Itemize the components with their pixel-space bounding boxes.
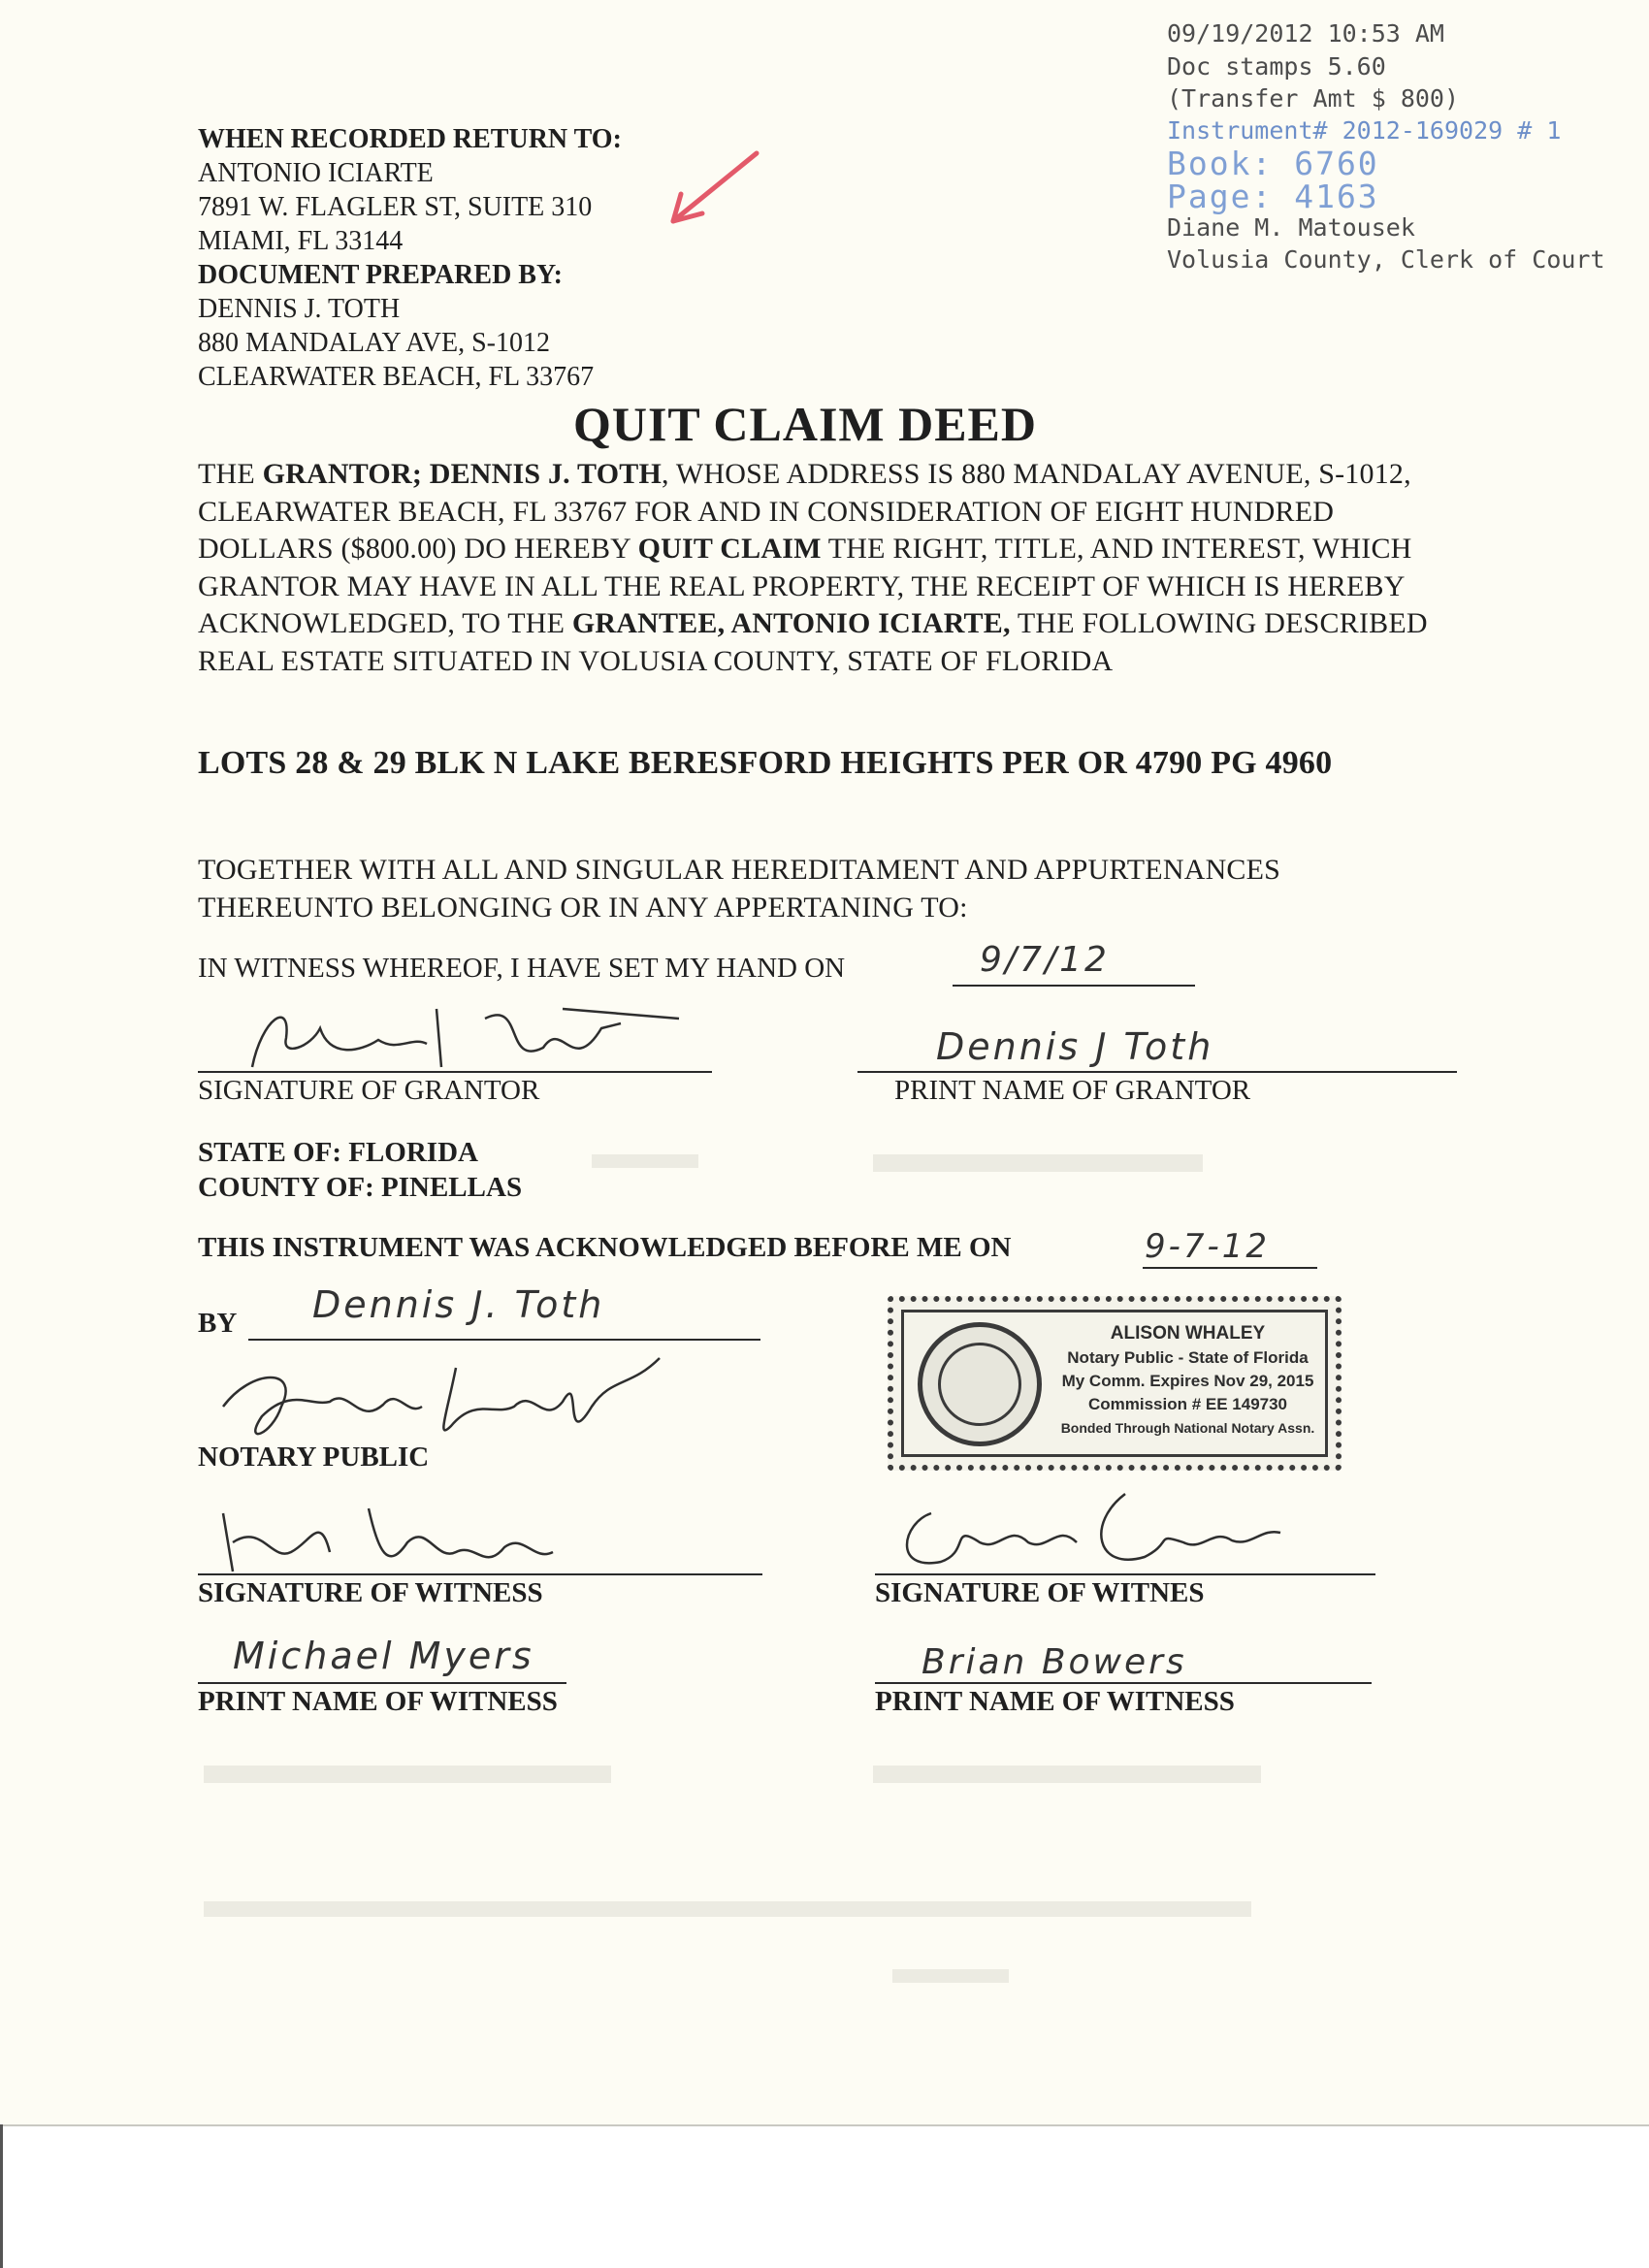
quit-claim-label: QUIT CLAIM — [637, 533, 822, 565]
witness-right-signature-drawing — [892, 1474, 1300, 1571]
stamp-clerk-office: Volusia County, Clerk of Court — [1167, 245, 1605, 274]
witness-date-handwritten: 9/7/12 — [980, 940, 1110, 980]
stamp-page: Page: 4163 — [1167, 178, 1379, 215]
seal-line-2: My Comm. Expires Nov 29, 2015 — [1061, 1372, 1314, 1390]
prepared-by-heading: DOCUMENT PREPARED BY: — [198, 260, 563, 290]
red-arrow-icon — [660, 146, 766, 233]
witness-left-signature-drawing — [213, 1494, 563, 1581]
grantor-signature-label: SIGNATURE OF GRANTOR — [198, 1075, 540, 1106]
stamp-book: Book: 6760 — [1167, 145, 1379, 182]
grantor-signature-line — [198, 1071, 712, 1073]
grantor-text-2: , WHOSE ADDRESS IS 880 MANDALAY AVENUE, S-1012, CLEARWATER BEACH, FL 33767 FOR AND IN CONSIDERATION OF EIGHT HUNDRED DOLLARS ($800.00) DO HEREBY — [198, 458, 1411, 565]
grantor-text-3: THE RIGHT, TITLE, AND INTEREST, WHICH GRANTOR MAY HAVE IN ALL THE REAL PROPERTY, THE RECEIPT OF WHICH IS HEREBY ACKNOWLEDGED, TO THE — [198, 533, 1412, 639]
witness-right-signature-label: SIGNATURE OF WITNES — [875, 1577, 1205, 1608]
legal-description: LOTS 28 & 29 BLK N LAKE BERESFORD HEIGHTS PER OR 4790 PG 4960 — [198, 745, 1333, 781]
grantor-text-1: THE — [198, 458, 263, 490]
stamp-clerk-name: Diane M. Matousek — [1167, 213, 1415, 242]
grantor-signature-drawing — [233, 980, 698, 1077]
acknowledgment-date-line — [1143, 1267, 1317, 1269]
stamp-datetime: 09/19/2012 10:53 AM — [1167, 19, 1444, 48]
venue-state: STATE OF: FLORIDA — [198, 1137, 478, 1168]
witness-clause-label: IN WITNESS WHEREOF, I HAVE SET MY HAND ON — [198, 953, 846, 984]
return-to-city: MIAMI, FL 33144 — [198, 226, 404, 256]
notary-emblem-icon — [918, 1322, 1042, 1446]
notary-seal-stamp — [888, 1296, 1342, 1471]
notary-public-label: NOTARY PUBLIC — [198, 1442, 430, 1473]
return-to-name: ANTONIO ICIARTE — [198, 158, 434, 188]
prepared-by-city: CLEARWATER BEACH, FL 33767 — [198, 362, 595, 392]
seal-line-3: Commission # EE 149730 — [1087, 1395, 1288, 1413]
stamp-doc-stamps: Doc stamps 5.60 — [1167, 52, 1386, 81]
grantor-text-4: THE FOLLOWING DESCRIBED REAL ESTATE SITUATED IN VOLUSIA COUNTY, STATE OF FLORIDA — [198, 607, 1428, 677]
prepared-by-street: 880 MANDALAY AVE, S-1012 — [198, 328, 551, 358]
by-line — [248, 1339, 760, 1341]
witness-right-signature-line — [875, 1573, 1375, 1575]
seal-line-4: Bonded Through National Notary Assn. — [1060, 1420, 1315, 1436]
stamp-transfer-amount: (Transfer Amt $ 800) — [1167, 84, 1460, 113]
by-label: BY — [198, 1308, 238, 1339]
scan-edge — [0, 2124, 3, 2268]
venue-county: COUNTY OF: PINELLAS — [198, 1172, 523, 1203]
prepared-by-name: DENNIS J. TOTH — [198, 294, 401, 324]
return-to-street: 7891 W. FLAGLER ST, SUITE 310 — [198, 192, 593, 222]
notary-emblem-center — [938, 1343, 1021, 1426]
grantor-paragraph — [198, 456, 1459, 680]
seal-inner-border — [901, 1310, 1328, 1457]
witness-right-print-handwritten: Brian Bowers — [922, 1642, 1187, 1682]
grantee-label: GRANTEE, ANTONIO ICIARTE, — [571, 607, 1011, 639]
witness-left-signature-line — [198, 1573, 762, 1575]
grantor-print-handwritten: Dennis J Toth — [936, 1025, 1214, 1068]
return-to-heading: WHEN RECORDED RETURN TO: — [198, 124, 622, 154]
acknowledgment-label: THIS INSTRUMENT WAS ACKNOWLEDGED BEFORE ME ON — [198, 1232, 1012, 1263]
witness-left-print-label: PRINT NAME OF WITNESS — [198, 1686, 558, 1717]
grantor-print-label: PRINT NAME OF GRANTOR — [894, 1075, 1251, 1106]
together-paragraph: TOGETHER WITH ALL AND SINGULAR HEREDITAMENT AND APPURTENANCES THEREUNTO BELONGING OR IN ANY APPERTANING TO: — [198, 854, 1281, 923]
document-title: QUIT CLAIM DEED — [572, 397, 1038, 451]
seal-line-1: Notary Public - State of Florida — [1067, 1348, 1309, 1367]
witness-left-print-handwritten: Michael Myers — [233, 1635, 534, 1677]
witness-left-print-line — [198, 1682, 566, 1684]
witness-date-line — [953, 985, 1195, 987]
acknowledgment-date-handwritten: 9-7-12 — [1145, 1227, 1271, 1266]
seal-notary-name: ALISON WHALEY — [1110, 1323, 1266, 1344]
witness-right-print-label: PRINT NAME OF WITNESS — [875, 1686, 1235, 1717]
grantor-label: GRANTOR; DENNIS J. TOTH — [262, 458, 662, 490]
witness-left-signature-label: SIGNATURE OF WITNESS — [198, 1577, 543, 1608]
grantor-print-line — [857, 1071, 1457, 1073]
witness-right-print-line — [875, 1682, 1372, 1684]
by-handwritten-name: Dennis J. Toth — [312, 1283, 605, 1326]
stamp-instrument-number: Instrument# 2012-169029 # 1 — [1167, 116, 1562, 145]
